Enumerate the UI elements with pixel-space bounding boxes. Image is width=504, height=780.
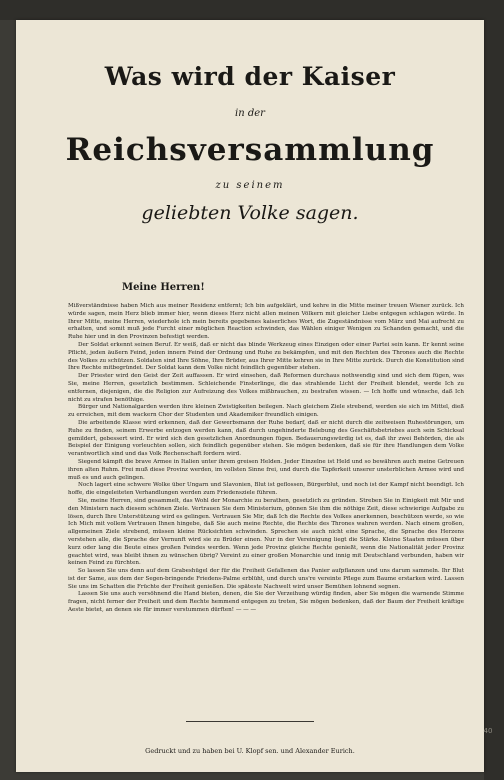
paragraph: Die arbeitende Klasse wird erkennen, daß der Gewerbsmann der Ruhe bedarf, daß er nicht durch die zeitweisen Ruhestörungen, um Ruhe zu finden, seinem Erwerbe entzogen werden kann, daß durch ungehinderte Belebung des Geschäftsbetriebes auch sein Schicksal gemildert, gebessert wird. Er wird sich den gesetzlichen Anordnungen fügen. Bedauerungswürdig ist es, daß ihr zwei Behörden, die als Beispiel der Einigung vorleuchten sollen, sich feindlich gegenüber stehen. Sie mögen bedenken, daß sie für ihre Handlungen dem Volke verantwortlich sind und das Volk Rechenschaft fordern wird. [68, 419, 464, 458]
paragraph: Bürger und Nationalgarden werden ihre kleinen Zwistigkeiten beilegen. Nach gleichem Ziele strebend, werden sie sich im Mittel, dieß zu erreichen, mit dem wackern Chor der Studenten und Akademiker freundlich einigen. [68, 404, 464, 419]
body-text [68, 303, 464, 615]
title-line-5: geliebten Volke sagen. [141, 202, 359, 224]
divider-rule [186, 721, 314, 722]
title-line-3: Reichsversammlung [65, 132, 435, 168]
paragraph: Der Soldat erkennt seinen Beruf. Er weiß, daß er nicht das blinde Werkzeug eines Einzigen oder einer Partei sein kann. Er kennt seine Pflicht, jeden äußern Feind, jeden innern Feind der Ordnung und Ruhe zu bekämpfen, und mit den Rechten des Thrones auch die Rechte des Volkes zu schützen. Soldaten sind Ihre Söhne, Ihre Brüder, aus Ihrer Mitte kehren sie in Ihre Mitte zurück. Durch die Konstitution sind Ihre Rechte mitbegründet. Der Soldat kann dem Volke nicht feindlich gegenüber stehen. [68, 341, 464, 372]
paragraph: Sie, meine Herren, sind gesammelt, das Wohl der Monarchie zu berathen, gesetzlich zu gründen. Streben Sie in Einigkeit mit Mir und den Ministern nach diesem schönen Ziele. Vertrauen Sie dem Ministerium, gönnen Sie ihm die nöthige Zeit, diese schwierige Aufgabe zu lösen, durch Ihre Unterstützung wird es gelingen. Vertrauen Sie Mir, daß Ich die Rechte des Volkes anerkennen, beschützen werde, so wie Ich Mich mit vollem Vertrauen Ihnen hingebe, daß Sie auch meine Rechte, die Rechte des Thrones wahren werden. Nach einem großen, allgemeinen Ziele strebend, müssen kleine Rücksichten schwinden. Sprechen sie auch nicht eine Sprache, die Sprache des Herzens verstehen alle, die Sprache der Vernunft wird sie zu Brüder einen. Nur in der Vereinigung liegt die Stärke. Kleine Staaten müssen über kurz oder lang die Beute eines großen Feindes werden. Wenn jede Provinz gleiche Rechte genießt, wenn die Nationalität jeder Provinz geachtet wird, was bleibt ihnen zu wünschen übrig? Vereint zu einer großen Monarchie und innig mit Deutschland verbunden, haben wir keinen Feind zu fürchten. [68, 497, 464, 567]
paragraph: Siegend kämpft die brave Armee in Italien unter ihrem greisen Helden. Jeder Einzelne ist Held und so bewähren auch meine Getreuen ihren alten Ruhm. Frei muß diese Provinz werden, im vollsten Sinne frei, und durch die Tapferkeit unserer unsterblichen Armee wird und muß es und auch gelingen. [68, 458, 464, 481]
salutation: Meine Herren! [122, 282, 205, 293]
background-top [0, 0, 504, 20]
title-line-1: Was wird der Kaiser [104, 62, 396, 91]
broadsheet-page [16, 20, 484, 772]
title-line-4: zu seinem [215, 180, 285, 191]
paragraph: Mißverständnisse haben Mich aus meiner Residenz entfernt; Ich bin aufgeklärt, und kehre in die Mitte meiner treuen Wiener zurück. Ich würde sagen, mein Herz blieb immer hier, wenn dieses Herz nicht allen meinen Völkern mit gleicher Liebe entgegen schlagen würde. In Ihrer Mitte, meine Herren, wiederhole ich mein bereits gegebenes kaiserliches Wort, die Zugeständnisse vom März und Mai aufrecht zu erhalten, und somit muß jede Furcht einer möglichen Reaction schwinden, das Wählen einiger Wenigen zu Schanden gemacht, und die Ruhe hier und in den Provinzen befestigt werden. [68, 303, 464, 341]
paragraph: Noch lagert eine schwere Wolke über Ungarn und Slavonien, Blut ist geflossen, Bürgerblut, und noch ist der Kampf nicht beendigt. Ich hoffe, die eingeleiteten Verhandlungen werden zum Friedensziele führen. [68, 482, 464, 497]
paragraph: Lassen Sie uns auch versöhnend die Hand bieten, denen, die Sie der Verzeihung würdig finden, aber Sie mögen die warnende Stimme fragen, nicht ferner der Freiheit und dem Rechte hemmend entgegen zu treten, Sie mögen bedenken, daß der Baum der Freiheit kräftige Aeste bietet, an denen sie für immer verstummen dürften! — — — [68, 591, 464, 614]
printer-imprint: Gedruckt und zu haben bei U. Klopf sen. und Alexander Eurich. [145, 747, 355, 755]
page-number: 40 [483, 727, 493, 735]
paragraph: Der Priester wird den Geist der Zeit auffassen. Er wird einsehen, daß Reformen durchaus nothwendig sind und sich dem fügen, was Sie, meine Herren, gesetzlich bestimmen. Schleichende Finsterlinge, die das strahlende Licht der Freiheit blendet, werde Ich zu entfernen, diejenigen, die die Religion zur Aufreizung des Volkes mißbrauchen, zu bestrafen wissen. — Ich hoffe und wünsche, daß Ich nicht zu strafen benöthige. [68, 373, 464, 403]
title-line-2: in der [235, 108, 265, 119]
paragraph: So lassen Sie uns denn auf dem Grabeshügel der für die Freiheit Gefallenen das Panier aufpflanzen und uns darum sammeln. Ihr Blut ist der Same, aus dem der Segen-bringende Friedens-Palme erblüht, und durch uns're vereinte Pflege zum Baume erstarken wird. Lassen Sie uns im Schatten die Früchte der Freiheit genießen. Die späteste Nachwelt wird unser Bemühen lohnend segnen. [68, 568, 464, 590]
background-right [484, 0, 504, 780]
